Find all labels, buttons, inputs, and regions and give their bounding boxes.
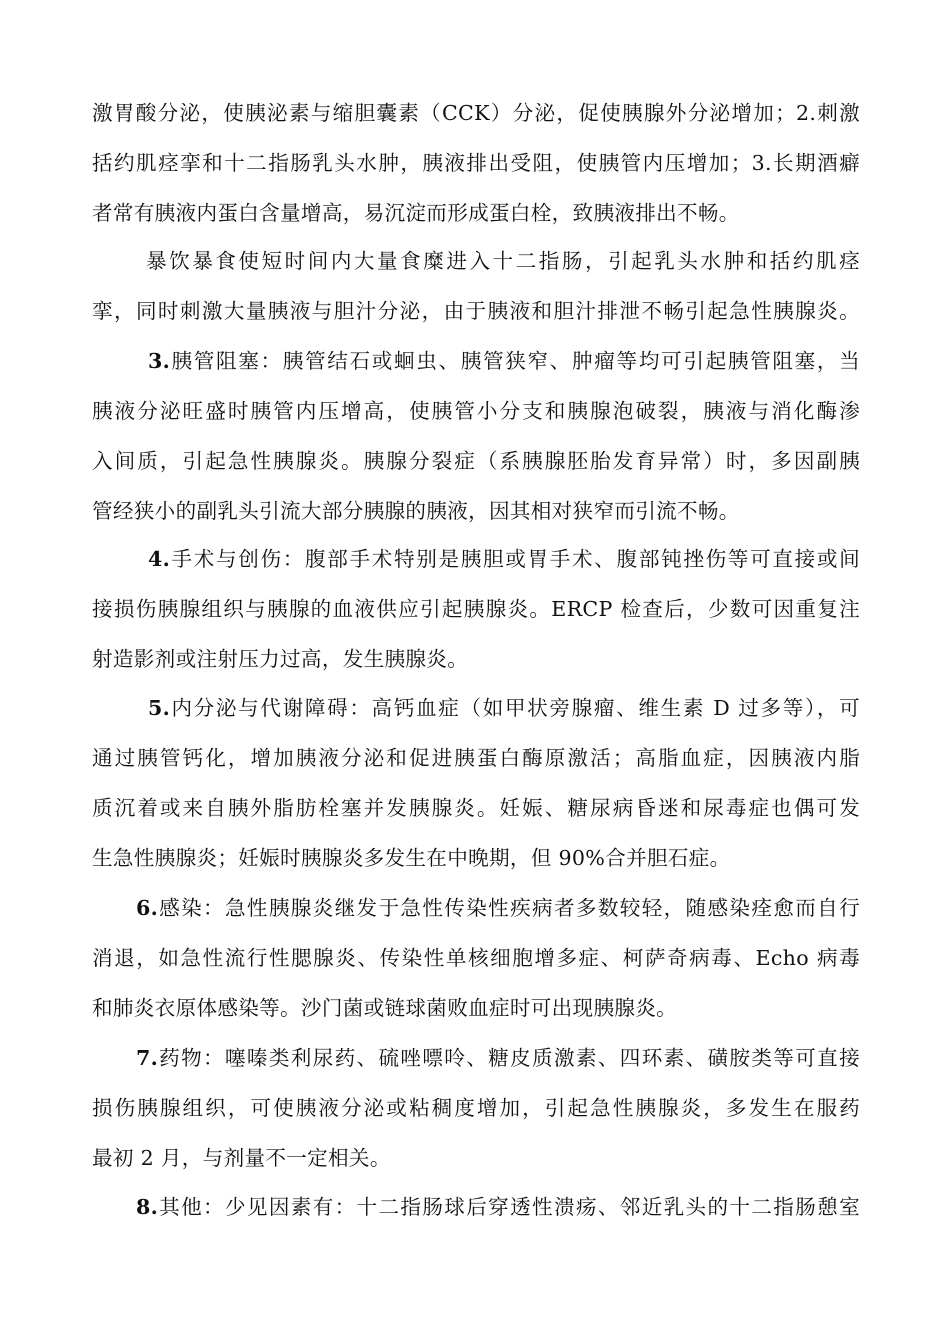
text-line: 质沉着或来自胰外脂肪栓塞并发胰腺炎。妊娠、糖尿病昏迷和尿毒症也偶可发 [92,796,860,820]
text-line [148,693,860,723]
item-text: 感染：急性胰腺炎继发于急性传染性疾病者多数较轻，随感染痊愈而自行 [158,896,860,920]
text-line [148,346,860,376]
item-text: 胰管阻塞：胰管结石或蛔虫、胰管狭窄、肿瘤等均可引起胰管阻塞，当 [170,349,860,373]
text-line [136,893,860,923]
text-line: 接损伤胰腺组织与胰腺的血液供应引起胰腺炎。ERCP 检查后，少数可因重复注 [92,597,860,621]
item-text: 内分泌与代谢障碍：高钙血症（如甲状旁腺瘤、维生素 D 过多等），可 [170,696,860,720]
item-number: 6. [136,896,159,920]
text-line: 通过胰管钙化，增加胰液分泌和促进胰蛋白酶原激活；高脂血症，因胰液内脂 [92,746,860,770]
text-line [136,1043,860,1073]
text-line: 射造影剂或注射压力过高，发生胰腺炎。 [92,647,469,671]
text-line: 入间质，引起急性胰腺炎。胰腺分裂症（系胰腺胚胎发育异常）时，多因副胰 [92,449,860,473]
text-line: 暴饮暴食使短时间内大量食糜进入十二指肠，引起乳头水肿和括约肌痉 [146,249,860,273]
text-line: 挛，同时刺激大量胰液与胆汁分泌，由于胰液和胆汁排泄不畅引起急性胰腺炎。 [92,299,860,323]
text-line [136,1192,860,1222]
item-number: 3. [148,349,171,373]
text-line: 最初 2 月，与剂量不一定相关。 [92,1146,391,1170]
text-line: 激胃酸分泌，使胰泌素与缩胆囊素（CCK）分泌，促使胰腺外分泌增加；2.刺激 [92,101,860,125]
text-line: 生急性胰腺炎；妊娠时胰腺炎多发生在中晚期，但 90%合并胆石症。 [92,846,731,870]
text-line: 消退，如急性流行性腮腺炎、传染性单核细胞增多症、柯萨奇病毒、Echo 病毒 [92,946,860,970]
item-number: 4. [148,547,171,571]
item-text: 其他：少见因素有：十二指肠球后穿透性溃疡、邻近乳头的十二指肠憩室 [158,1195,860,1219]
text-line: 括约肌痉挛和十二指肠乳头水肿，胰液排出受阻，使胰管内压增加；3.长期酒癖 [92,151,860,175]
item-number: 7. [136,1046,159,1070]
item-number: 8. [136,1195,159,1219]
text-line: 损伤胰腺组织，可使胰液分泌或粘稠度增加，引起急性胰腺炎，多发生在服药 [92,1096,860,1120]
item-number: 5. [148,696,171,720]
text-line: 胰液分泌旺盛时胰管内压增高，使胰管小分支和胰腺泡破裂，胰液与消化酶渗 [92,399,860,423]
item-text: 药物：噻嗪类利尿药、硫唑嘌呤、糖皮质激素、四环素、磺胺类等可直接 [158,1046,860,1070]
text-line: 和肺炎衣原体感染等。沙门菌或链球菌败血症时可出现胰腺炎。 [92,996,678,1020]
text-line [148,544,860,574]
text-line: 者常有胰液内蛋白含量增高，易沉淀而形成蛋白栓，致胰液排出不畅。 [92,201,740,225]
item-text: 手术与创伤：腹部手术特别是胰胆或胃手术、腹部钝挫伤等可直接或间 [170,547,860,571]
text-line: 管经狭小的副乳头引流大部分胰腺的胰液，因其相对狭窄而引流不畅。 [92,499,740,523]
